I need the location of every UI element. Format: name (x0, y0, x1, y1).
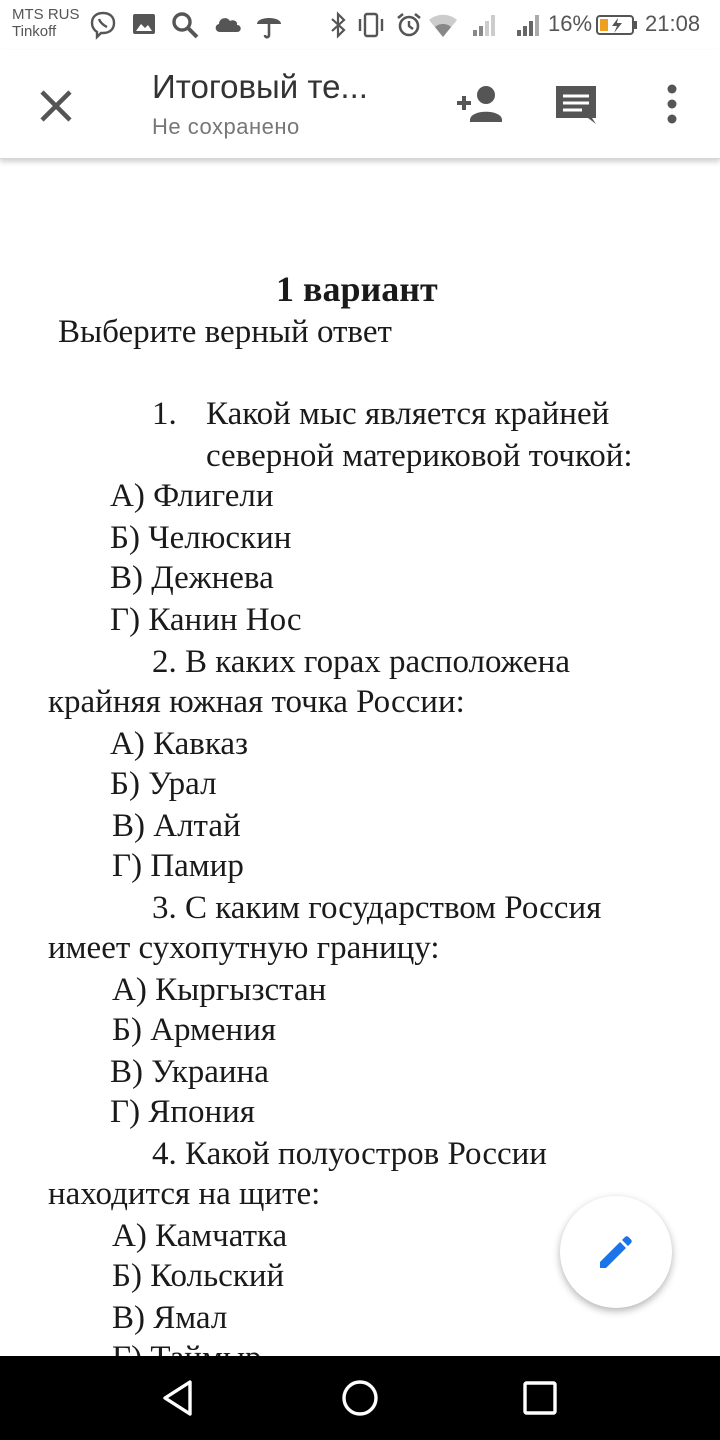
question-1-text-line1: Какой мыс является крайней (206, 396, 610, 432)
recents-button[interactable] (516, 1374, 564, 1422)
question-1-option-a: А) Флигели (110, 478, 274, 514)
more-options-button[interactable] (644, 76, 700, 132)
question-1-option-d: Г) Канин Нос (110, 602, 302, 638)
close-icon (28, 78, 84, 134)
question-1-number: 1. (152, 396, 177, 432)
question-3-option-b: Б) Армения (112, 1012, 277, 1048)
question-2-option-a: А) Кавказ (110, 726, 249, 762)
document-title: Итоговый те... (152, 68, 368, 105)
question-4-option-b: Б) Кольский (112, 1258, 285, 1294)
edit-fab-button[interactable] (560, 1196, 672, 1308)
bluetooth-icon (328, 10, 350, 40)
wifi-icon (426, 10, 460, 40)
more-vert-icon (644, 76, 700, 132)
vibrate-icon (356, 10, 386, 40)
question-3-text-line2: имеет сухопутную границу: (48, 930, 440, 966)
back-button[interactable] (156, 1374, 204, 1422)
question-2-option-d: Г) Памир (112, 848, 244, 884)
comments-button[interactable] (548, 76, 604, 132)
signal-icon (470, 10, 498, 40)
carrier-info (12, 6, 80, 40)
carrier-name: MTS RUS (12, 6, 80, 23)
recents-icon (516, 1374, 564, 1422)
carrier-secondary: Tinkoff (12, 23, 57, 40)
question-2-text-line2: крайняя южная точка России: (48, 684, 465, 720)
question-3-option-d: Г) Япония (110, 1094, 255, 1130)
add-person-icon (452, 76, 508, 132)
clock-time: 21:08 (645, 11, 701, 36)
home-icon (336, 1374, 384, 1422)
signal-icon (514, 10, 542, 40)
close-button[interactable] (28, 78, 84, 134)
share-button[interactable] (452, 76, 508, 132)
instruction-text: Выберите верный ответ (58, 314, 392, 350)
question-3-option-c: В) Украина (110, 1054, 269, 1090)
question-4-text-line2: находится на щите: (48, 1176, 321, 1212)
question-2-option-b: Б) Урал (110, 766, 217, 802)
viber-icon (88, 10, 118, 40)
status-bar (0, 0, 720, 50)
cloud-icon (212, 10, 244, 38)
document-body[interactable] (0, 160, 720, 1356)
alarm-icon (394, 10, 424, 40)
variant-heading: 1 вариант (276, 269, 438, 309)
question-2-option-c: В) Алтай (112, 808, 241, 844)
image-icon (130, 10, 158, 38)
question-4-option-a: А) Камчатка (112, 1218, 288, 1254)
battery-percent: 16% (548, 11, 593, 36)
umbrella-icon (254, 10, 284, 40)
question-4-text-line1: 4. Какой полуостров России (152, 1136, 547, 1172)
app-bar (0, 50, 720, 159)
edit-pencil-icon (594, 1230, 638, 1274)
home-button[interactable] (336, 1374, 384, 1422)
navigation-bar (0, 1356, 720, 1440)
battery-icon (596, 14, 638, 36)
question-1-text-line2: северной материковой точкой: (206, 438, 633, 474)
question-3-text-line1: 3. С каким государством Россия (152, 890, 602, 926)
save-status: Не сохранено (152, 114, 300, 139)
question-3-option-a: А) Кыргызстан (112, 972, 327, 1008)
question-1-option-c: В) Дежнева (110, 560, 274, 596)
question-1-option-b: Б) Челюскин (110, 520, 292, 556)
back-icon (156, 1374, 204, 1422)
question-4-option-c: В) Ямал (112, 1300, 228, 1336)
question-2-text-line1: 2. В каких горах расположена (152, 644, 570, 680)
comment-icon (548, 76, 604, 132)
search-icon (170, 10, 200, 40)
